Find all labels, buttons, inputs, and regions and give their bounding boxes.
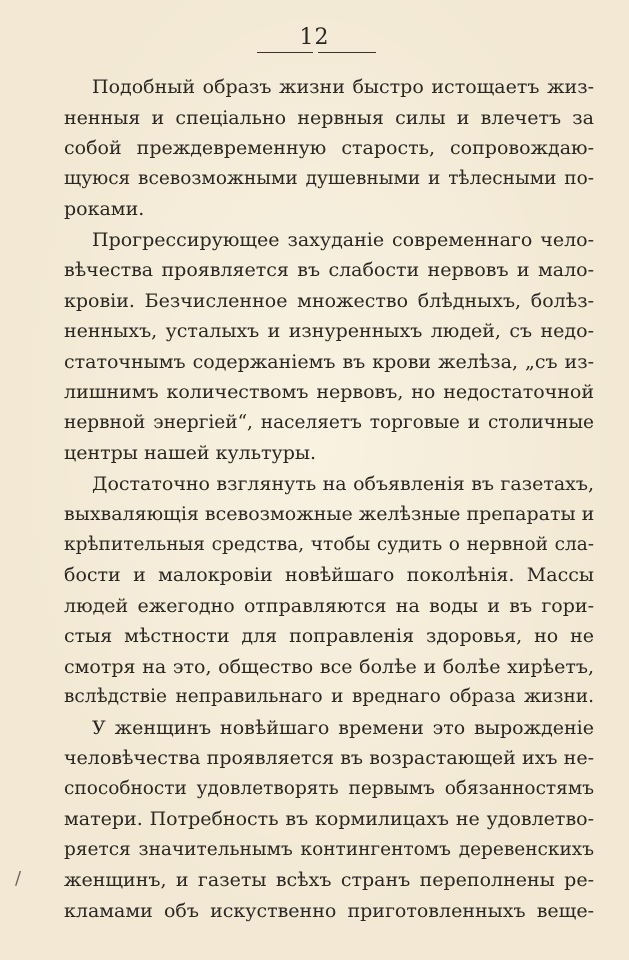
text-line: ненныхъ, усталыхъ и изнуренныхъ людей, съ недо-: [64, 320, 594, 342]
text-line: щуюся всевозможными душевными и тѣлесными по-: [64, 167, 594, 189]
text-line: нервной энергіей“, населяетъ торговые и столичные: [64, 411, 594, 433]
header-rule-left: [257, 52, 313, 53]
margin-mark: /: [15, 868, 22, 889]
header-rule-right: [318, 52, 376, 53]
text-line: Подобный образъ жизни быстро истощаетъ жиз-: [92, 76, 594, 98]
text-line: стыя мѣстности для поправленія здоровья, но не: [64, 625, 594, 647]
text-line: вслѣдствіе неправильнаго и вреднаго образа жизни.: [64, 686, 594, 707]
text-line: смотря на это, общество все болѣе и болѣе хирѣетъ,: [64, 655, 594, 678]
paragraph-2: [64, 225, 594, 469]
text-line: вѣчества проявляется въ слабости нервовъ и мало-: [64, 259, 594, 281]
text-line: центры нашей культуры.: [64, 442, 317, 464]
text-line: Прогрессирующее захуданіе современнаго чело-: [92, 228, 594, 251]
text-line: кламами объ искуственно приготовленныхъ веще-: [64, 899, 594, 922]
text-line: бости и малокровіи новѣйшаго поколѣнія. Массы: [64, 564, 594, 586]
text-line: статочнымъ содержаніемъ въ крови желѣза, „съ из-: [64, 350, 594, 373]
text-line: выхваляющія всевозможные желѣзные препараты и: [64, 503, 594, 525]
text-line: Достаточно взглянуть на объявленія въ газетахъ,: [92, 472, 594, 495]
paragraph-3: [64, 469, 594, 713]
text-line: У женщинъ новѣйшаго времени это вырожденіе: [92, 716, 594, 739]
text-line: крѣпительныя средства, чтобы судить о нервной сла-: [64, 533, 594, 555]
text-line: человѣчества проявляется въ возрастающей ихъ не-: [64, 747, 594, 769]
text-line: кровіи. Безчисленное множество блѣдныхъ, болѣз-: [64, 289, 594, 312]
text-line: ряется значительнымъ контингентомъ деревенскихъ: [64, 838, 594, 860]
text-line: женщинъ, и газеты всѣхъ странъ переполнены ре-: [64, 869, 594, 891]
text-line: людей ежегодно отправляются на воды и въ гори-: [64, 594, 594, 617]
text-line: ненныя и спеціально нервныя силы и влечетъ за: [64, 106, 594, 129]
body-text: [64, 72, 594, 926]
text-line: способности удовлетворять первымъ обязанностямъ: [64, 777, 594, 799]
paragraph-1: [64, 72, 594, 225]
text-line: роками.: [64, 198, 145, 220]
paragraph-4: [64, 713, 594, 927]
text-line: лишнимъ количествомъ нервовъ, но недостаточной: [64, 381, 594, 403]
text-line: матери. Потребность въ кормилицахъ не удовлетво-: [64, 808, 594, 830]
text-line: собой преждевременную старость, сопровождаю-: [64, 137, 594, 159]
page-number: 12: [299, 25, 330, 50]
